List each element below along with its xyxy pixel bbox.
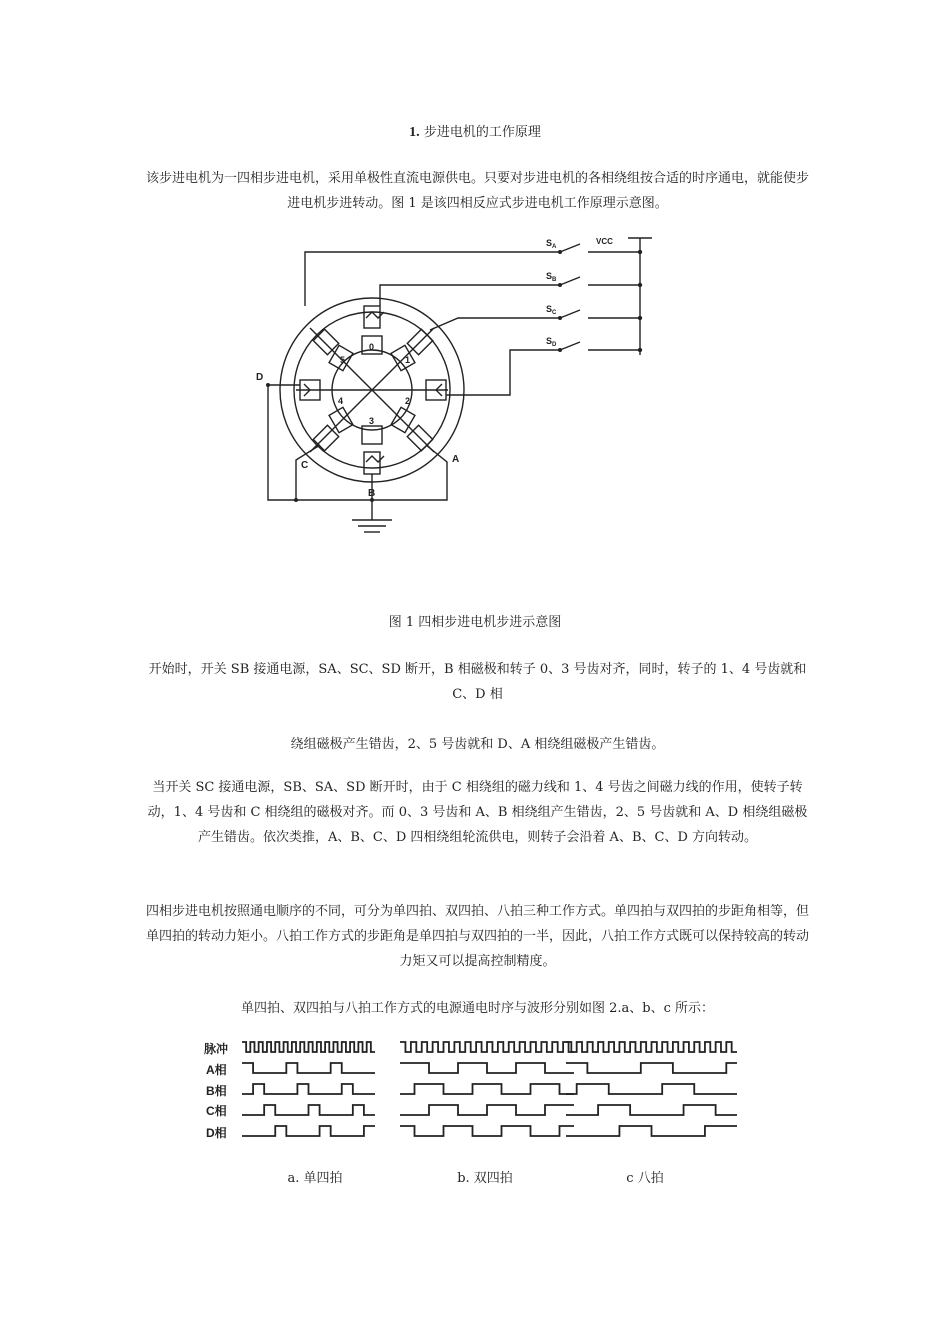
paragraph-start: 开始时，开关 SB 接通电源，SA、SC、SD 断开，B 相磁极和转子 0、3 号齿对齐，同时，转子的 1、4 号齿就和 C、D 相 [148, 662, 807, 702]
timing-waveforms [200, 1036, 745, 1146]
phase-d-label: D [256, 372, 264, 383]
eight-pulse-wave [566, 1042, 737, 1052]
section-number: 1. [409, 125, 420, 140]
tooth-label-5: 5 [340, 355, 346, 365]
tooth-label-3: 3 [369, 416, 375, 426]
single-phase-wave-1 [242, 1084, 375, 1094]
single-phase-wave-2 [242, 1105, 375, 1115]
section-heading [0, 121, 950, 141]
vcc-label: VCC [596, 237, 613, 246]
single-pulse-wave [242, 1042, 375, 1052]
paragraph-modes: 四相步进电机按照通电顺序的不同，可分为单四拍、双四拍、八拍三种工作方式。单四拍与双四拍的步距角相等，但单四拍的转动力矩小。八拍工作方式的步距角是单四拍与双四拍的一半，因此，八拍工作方式既可以保持较高的转动力矩又可以提高控制精度。 [145, 904, 809, 969]
eight-phase-wave-3 [566, 1126, 737, 1136]
figure1-caption: 图 1 四相步进电机步进示意图 [388, 615, 562, 630]
tooth-label-0: 0 [369, 342, 375, 352]
waveform-row-labels [204, 1041, 228, 1140]
double-phase-wave-2 [400, 1105, 574, 1115]
row-label-pulse: 脉冲 [204, 1042, 229, 1056]
paragraph-intro: 该步进电机为一四相步进电机，采用单极性直流电源供电。只要对步进电机的各相绕组按合适的时序通电，就能使步进电机步进转动。图 1 是该四相反应式步进电机工作原理示意图。 [145, 171, 809, 211]
row-label-c: C相 [206, 1104, 227, 1118]
caption-double-four: b. 双四拍 [457, 1171, 513, 1186]
svg-text:SC: $S_C$ [546, 304, 557, 316]
eight-phase-wave-2 [566, 1105, 737, 1115]
caption-eight-beat: c 八拍 [626, 1171, 664, 1186]
row-label-a: A相 [206, 1063, 227, 1077]
tooth-label-2: 2 [405, 396, 411, 406]
svg-text:SA: $S_A$ [546, 238, 557, 250]
phase-c-label: C [301, 460, 309, 471]
double-pulse-wave [400, 1042, 574, 1052]
stator-pole-tl [313, 329, 338, 354]
row-label-d: D相 [206, 1126, 227, 1140]
eight-phase-wave-1 [566, 1084, 737, 1094]
svg-text:SD: $S_D$ [546, 336, 557, 348]
double-phase-wave-3 [400, 1126, 574, 1136]
row-label-b: B相 [206, 1084, 227, 1098]
phase-b-label: B [368, 488, 376, 499]
tooth-label-4: 4 [338, 396, 344, 406]
paragraph-sc-switch: 当开关 SC 接通电源，SB、SA、SD 断开时，由于 C 相绕组的磁力线和 1、4 号齿之间磁力线的作用，使转子转动，1、4 号齿和 C 相绕组的磁极对齐。而 0、3 号齿和 A、B 相绕组产生错齿，2、5 号齿就和 A、D 相绕组磁极产生错齿。依次类推，A、B、C、D 四相绕组轮流供电，则转子会沿着 A、B、C、D 方向转动。 [147, 780, 808, 845]
paragraph-misalign: 绕组磁极产生错齿，2、5 号齿就和 D、A 相绕组磁极产生错齿。 [290, 737, 665, 752]
phase-a-label: A [452, 454, 460, 465]
single-phase-wave-3 [242, 1126, 375, 1136]
tooth-label-1: 1 [405, 355, 411, 365]
caption-single-four: a. 单四拍 [287, 1171, 343, 1186]
single-phase-wave-0 [242, 1063, 375, 1073]
svg-text:SB: $S_B$ [546, 271, 557, 283]
paragraph-figure2-intro: 单四拍、双四拍与八拍工作方式的电源通电时序与波形分别如图 2.a、b、c 所示： [240, 1001, 715, 1016]
double-phase-wave-1 [400, 1084, 574, 1094]
section-title: 步进电机的工作原理 [423, 125, 541, 140]
double-phase-wave-0 [400, 1063, 574, 1073]
stepper-motor-diagram [250, 228, 670, 548]
eight-phase-wave-0 [566, 1063, 737, 1073]
